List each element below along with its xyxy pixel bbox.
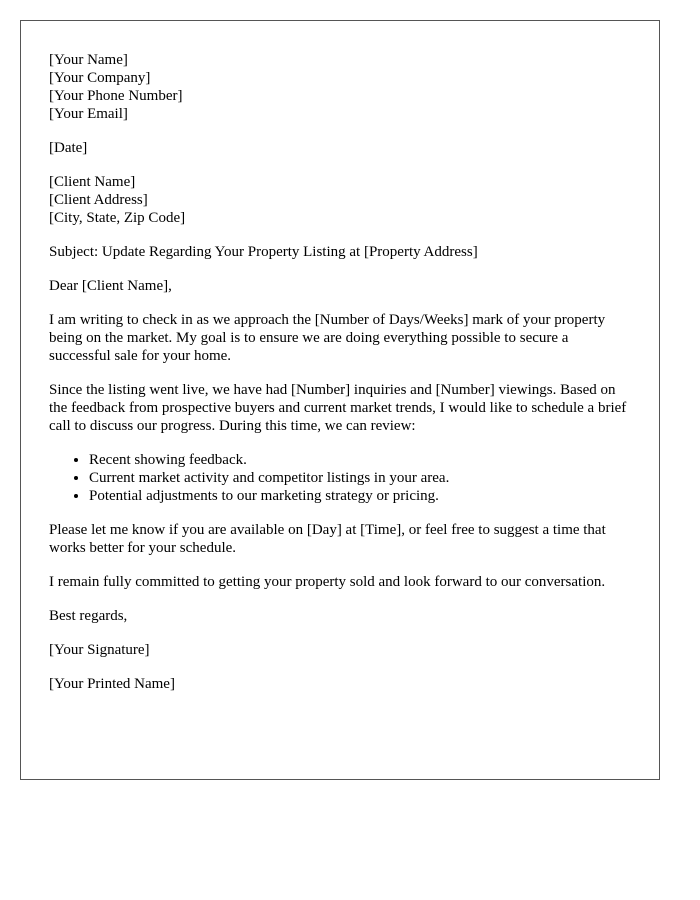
- sender-name: [Your Name]: [49, 52, 128, 68]
- letter-page: [20, 20, 660, 780]
- body-paragraph: I am writing to check in as we approach the [Number of Days/Weeks] mark of your property being on the market. My goal is to ensure we are doing everything possible to secure a successful sale for your home.: [49, 312, 606, 364]
- closing-paragraph: Please let me know if you are available on [Day] at [Time], or feel free to suggest a time that works better for your schedule.: [49, 522, 606, 556]
- recipient-city-state-zip: [City, State, Zip Code]: [49, 210, 186, 226]
- body-paragraph: Since the listing went live, we have had [Number] inquiries and [Number] viewings. Based on the feedback from prospective buyers and current market trends, I would like to schedule a brief call to discuss our progress. During this time, we can review:: [49, 382, 627, 434]
- recipient-address: [Client Address]: [49, 192, 148, 208]
- closing-paragraph: I remain fully committed to getting your property sold and look forward to our conversation.: [49, 574, 606, 590]
- review-list-item: • Potential adjustments to our marketing strategy or pricing.: [89, 487, 631, 505]
- sender-block: [49, 51, 631, 123]
- recipient-name: [Client Name]: [49, 174, 136, 190]
- printed-name: [Your Printed Name]: [49, 676, 175, 692]
- signature: [Your Signature]: [49, 642, 150, 658]
- salutation: Dear [Client Name],: [49, 278, 172, 294]
- sender-phone: [Your Phone Number]: [49, 88, 183, 104]
- recipient-block: [49, 173, 631, 227]
- letter-date: [Date]: [49, 140, 88, 156]
- review-list: [49, 451, 631, 505]
- sender-company: [Your Company]: [49, 70, 151, 86]
- sender-email: [Your Email]: [49, 106, 128, 122]
- review-list-item: • Current market activity and competitor listings in your area.: [89, 469, 631, 487]
- review-list-item: • Recent showing feedback.: [89, 451, 631, 469]
- sign-off: Best regards,: [49, 608, 128, 624]
- letter-subject: Subject: Update Regarding Your Property Listing at [Property Address]: [49, 244, 478, 260]
